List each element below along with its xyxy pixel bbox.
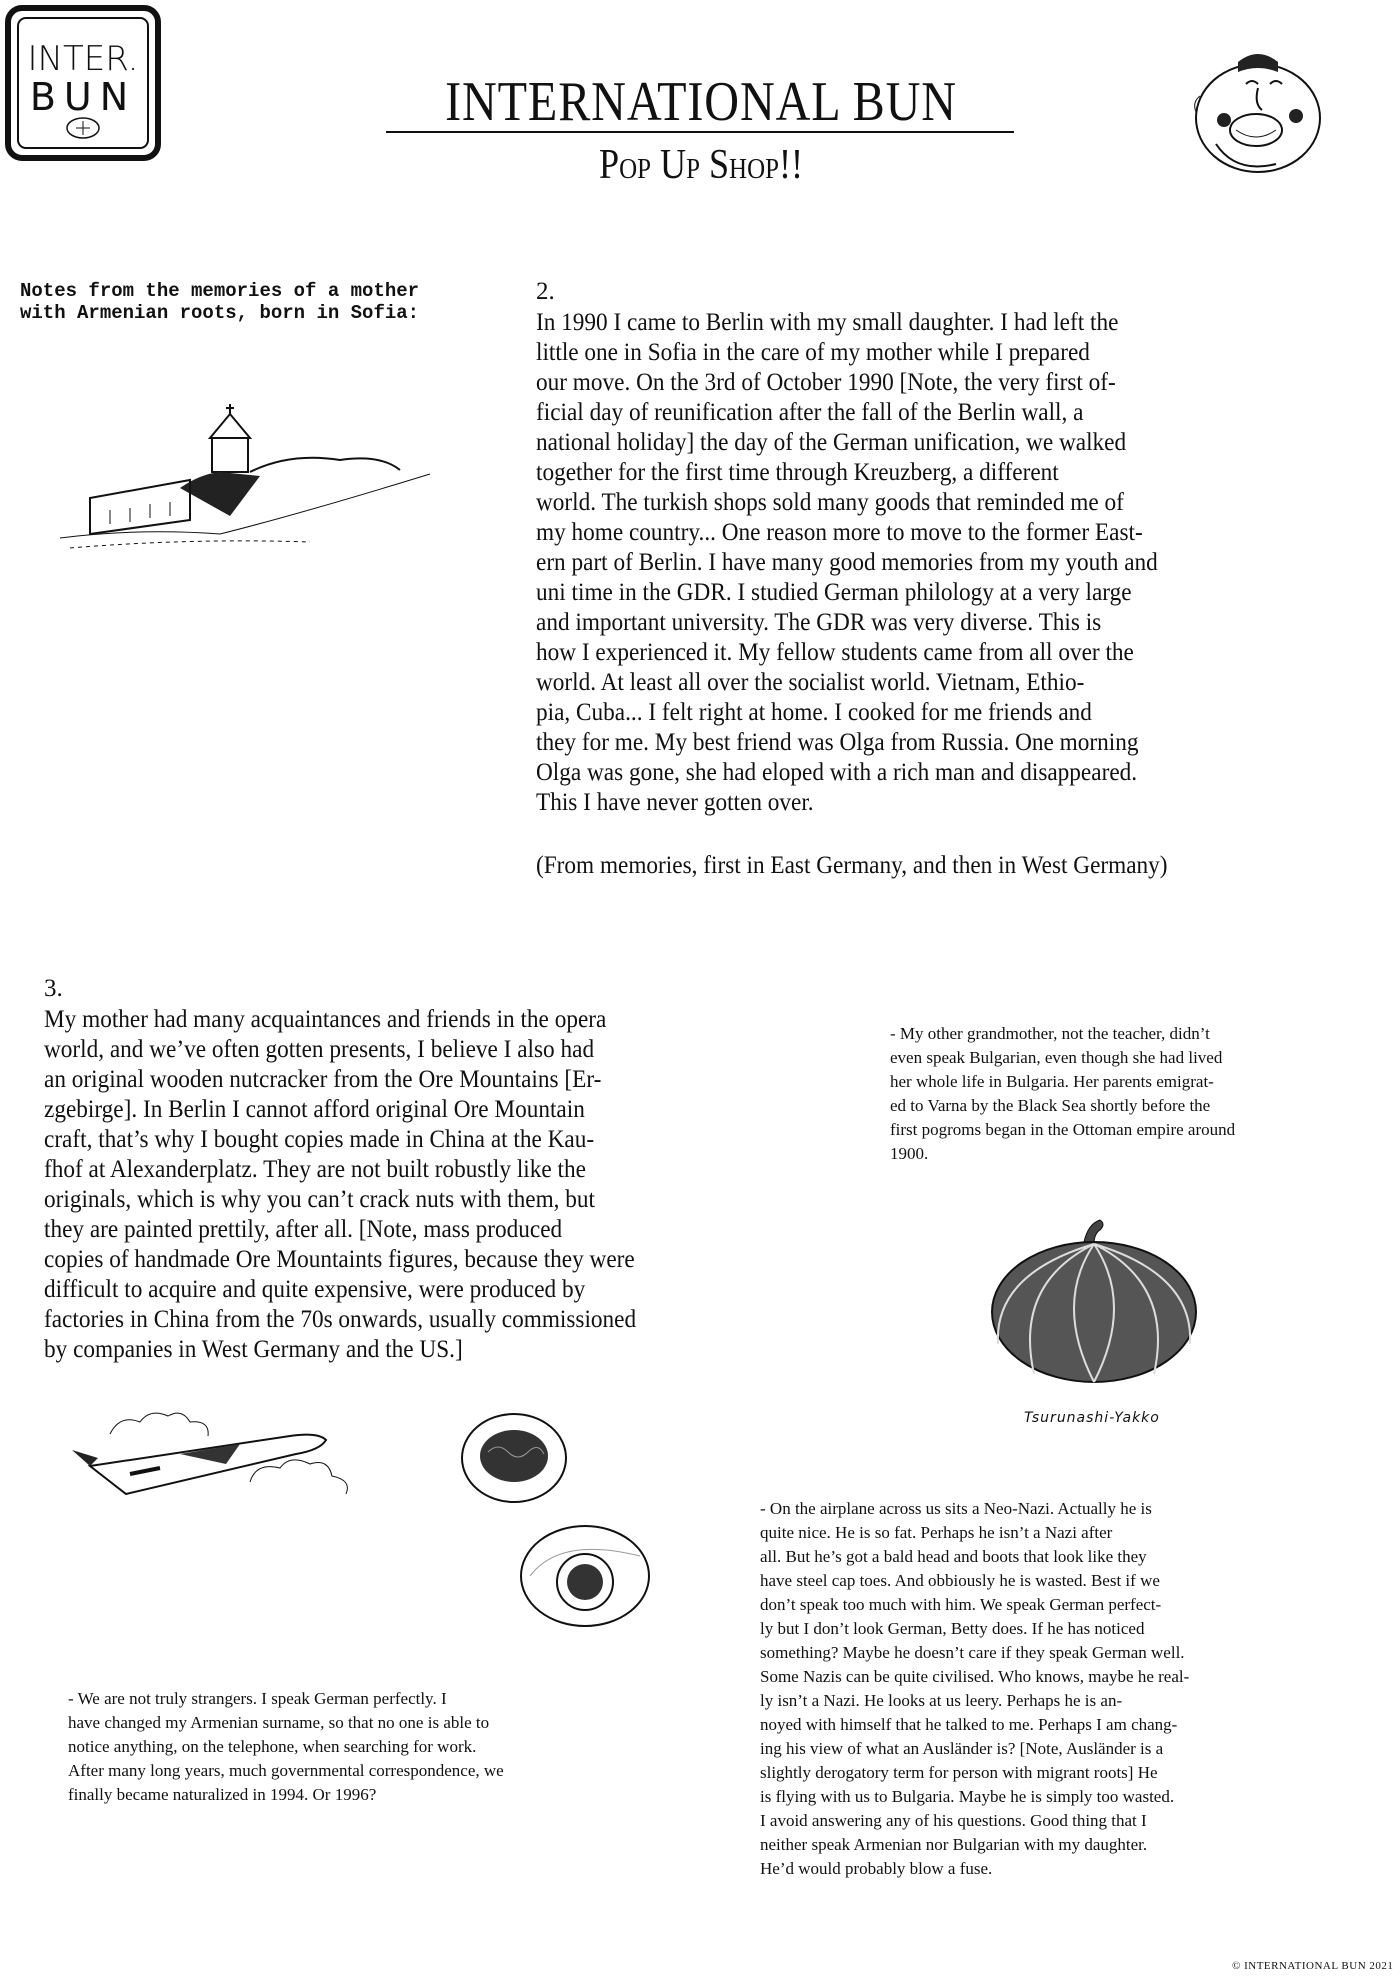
section-2-body: In 1990 I came to Berlin with my small daughter. I had left the little one in Sofia in the care of my mother while I prepared our move. On the 3rd of October 1990 [Note, the very first of- ficial day of reunification after the fall of the Berlin wall, a national holiday] the day of the German unification, we walked together for the first time through Kreuzberg, a different world. The turkish shops sold many goods that reminded me of my home country... One reason more to move to the former East- ern part of Berlin. I have many good memories from my youth and uni time in the GDR. I studied German philology at a very large and important university. The GDR was very diverse. This is how I experienced it. My fellow students came from all over the world. At least all over the socialist world. Vietnam, Ethio- pia, Cuba... I felt right at home. I cooked for me friends and they for me. My best friend was Olga from Russia. One morning Olga was gone, she had eloped with a rich man and disappeared. This I have never gotten over. <box>536 309 1158 816</box>
pumpkin-sketch-icon <box>984 1212 1204 1387</box>
logo-stamp-icon <box>0 0 166 166</box>
grandmother-note: - My other grandmother, not the teacher, didn’t even speak Bulgarian, even though she had lived her whole life in Bulgaria. Her parents emigrat- ed to Varna by the Black Sea shortly before the first pogroms began in the Ottoman empire around 1900. <box>890 1024 1236 1163</box>
copyright: © INTERNATIONAL BUN 2021 <box>1232 1960 1394 1972</box>
strangers-note: - We are not truly strangers. I speak German perfectly. I have changed my Armenian surname, so that no one is able to notice anything, on the telephone, when searching for work. After many long years, much governmental correspondence, we finally became naturalized in 1994. Or 1996? <box>68 1689 504 1804</box>
section-2-note: (From memories, first in East Germany, and then in West Germany) <box>536 852 1168 879</box>
page-title: INTERNATIONAL BUN <box>445 71 957 133</box>
title-divider <box>386 131 1014 133</box>
logo-line1: INTER. <box>27 39 139 79</box>
section-2-number: 2. <box>536 278 555 305</box>
face-eating-bun-icon <box>1188 44 1338 174</box>
bun-sketch-icon <box>516 1520 654 1630</box>
airplane-sketch-icon <box>70 1404 385 1504</box>
bun-sketch-icon <box>458 1408 570 1508</box>
section-3-body: My mother had many acquaintances and friends in the opera world, and we’ve often gotten presents, I believe I also had an original wooden nutcracker from the Ore Mountains [Er- zgebirge]. In Berlin I cannot afford original Ore Mountain craft, that’s why I bought copies made in China at the Kau- fhof at Alexanderplatz. They are not built robustly like the originals, which is why you can’t crack nuts with them, but they are painted prettily, after all. [Note, mass produced copies of handmade Ore Mountaints figures, because they were difficult to acquire and quite expensive, were produced by factories in China from the 70s onwards, usually commissioned by companies in West Germany and the US.] <box>44 1006 637 1363</box>
notes-heading: Notes from the memories of a mother with Armenian roots, born in Sofia: <box>20 280 420 324</box>
logo-line2: BUN <box>29 75 137 119</box>
section-3-number: 3. <box>44 975 63 1002</box>
page-subtitle: Pop Up Shop!! <box>598 142 804 188</box>
church-sketch-icon <box>60 398 440 558</box>
airplane-note: - On the airplane across us sits a Neo-Nazi. Actually he is quite nice. He is so fat. Perhaps he isn’t a Nazi after all. But he’s got a bald head and boots that look like they have steel cap toes. And obbiously he is wasted. Best if we don’t speak too much with him. We speak German perfect- ly but I don’t look German, Betty does. If he has noticed something? Maybe he doesn’t care if they speak German well. Some Nazis can be quite civilised. Who knows, maybe he real- ly isn’t a Nazi. He looks at us leery. Perhaps he is an- noyed with himself that he talked to me. Perhaps I am chang- ing his view of what an Ausländer is? [Note, Ausländer is a slightly derogatory term for person with migrant roots] He is flying with us to Bulgaria. Maybe he is simply too wasted. I avoid answering any of his questions. Good thing that I neither speak Armenian nor Bulgarian with my daughter. He’d would probably blow a fuse. <box>760 1499 1190 1878</box>
pumpkin-caption: Tsurunashi-Yakko <box>1024 1410 1160 1426</box>
